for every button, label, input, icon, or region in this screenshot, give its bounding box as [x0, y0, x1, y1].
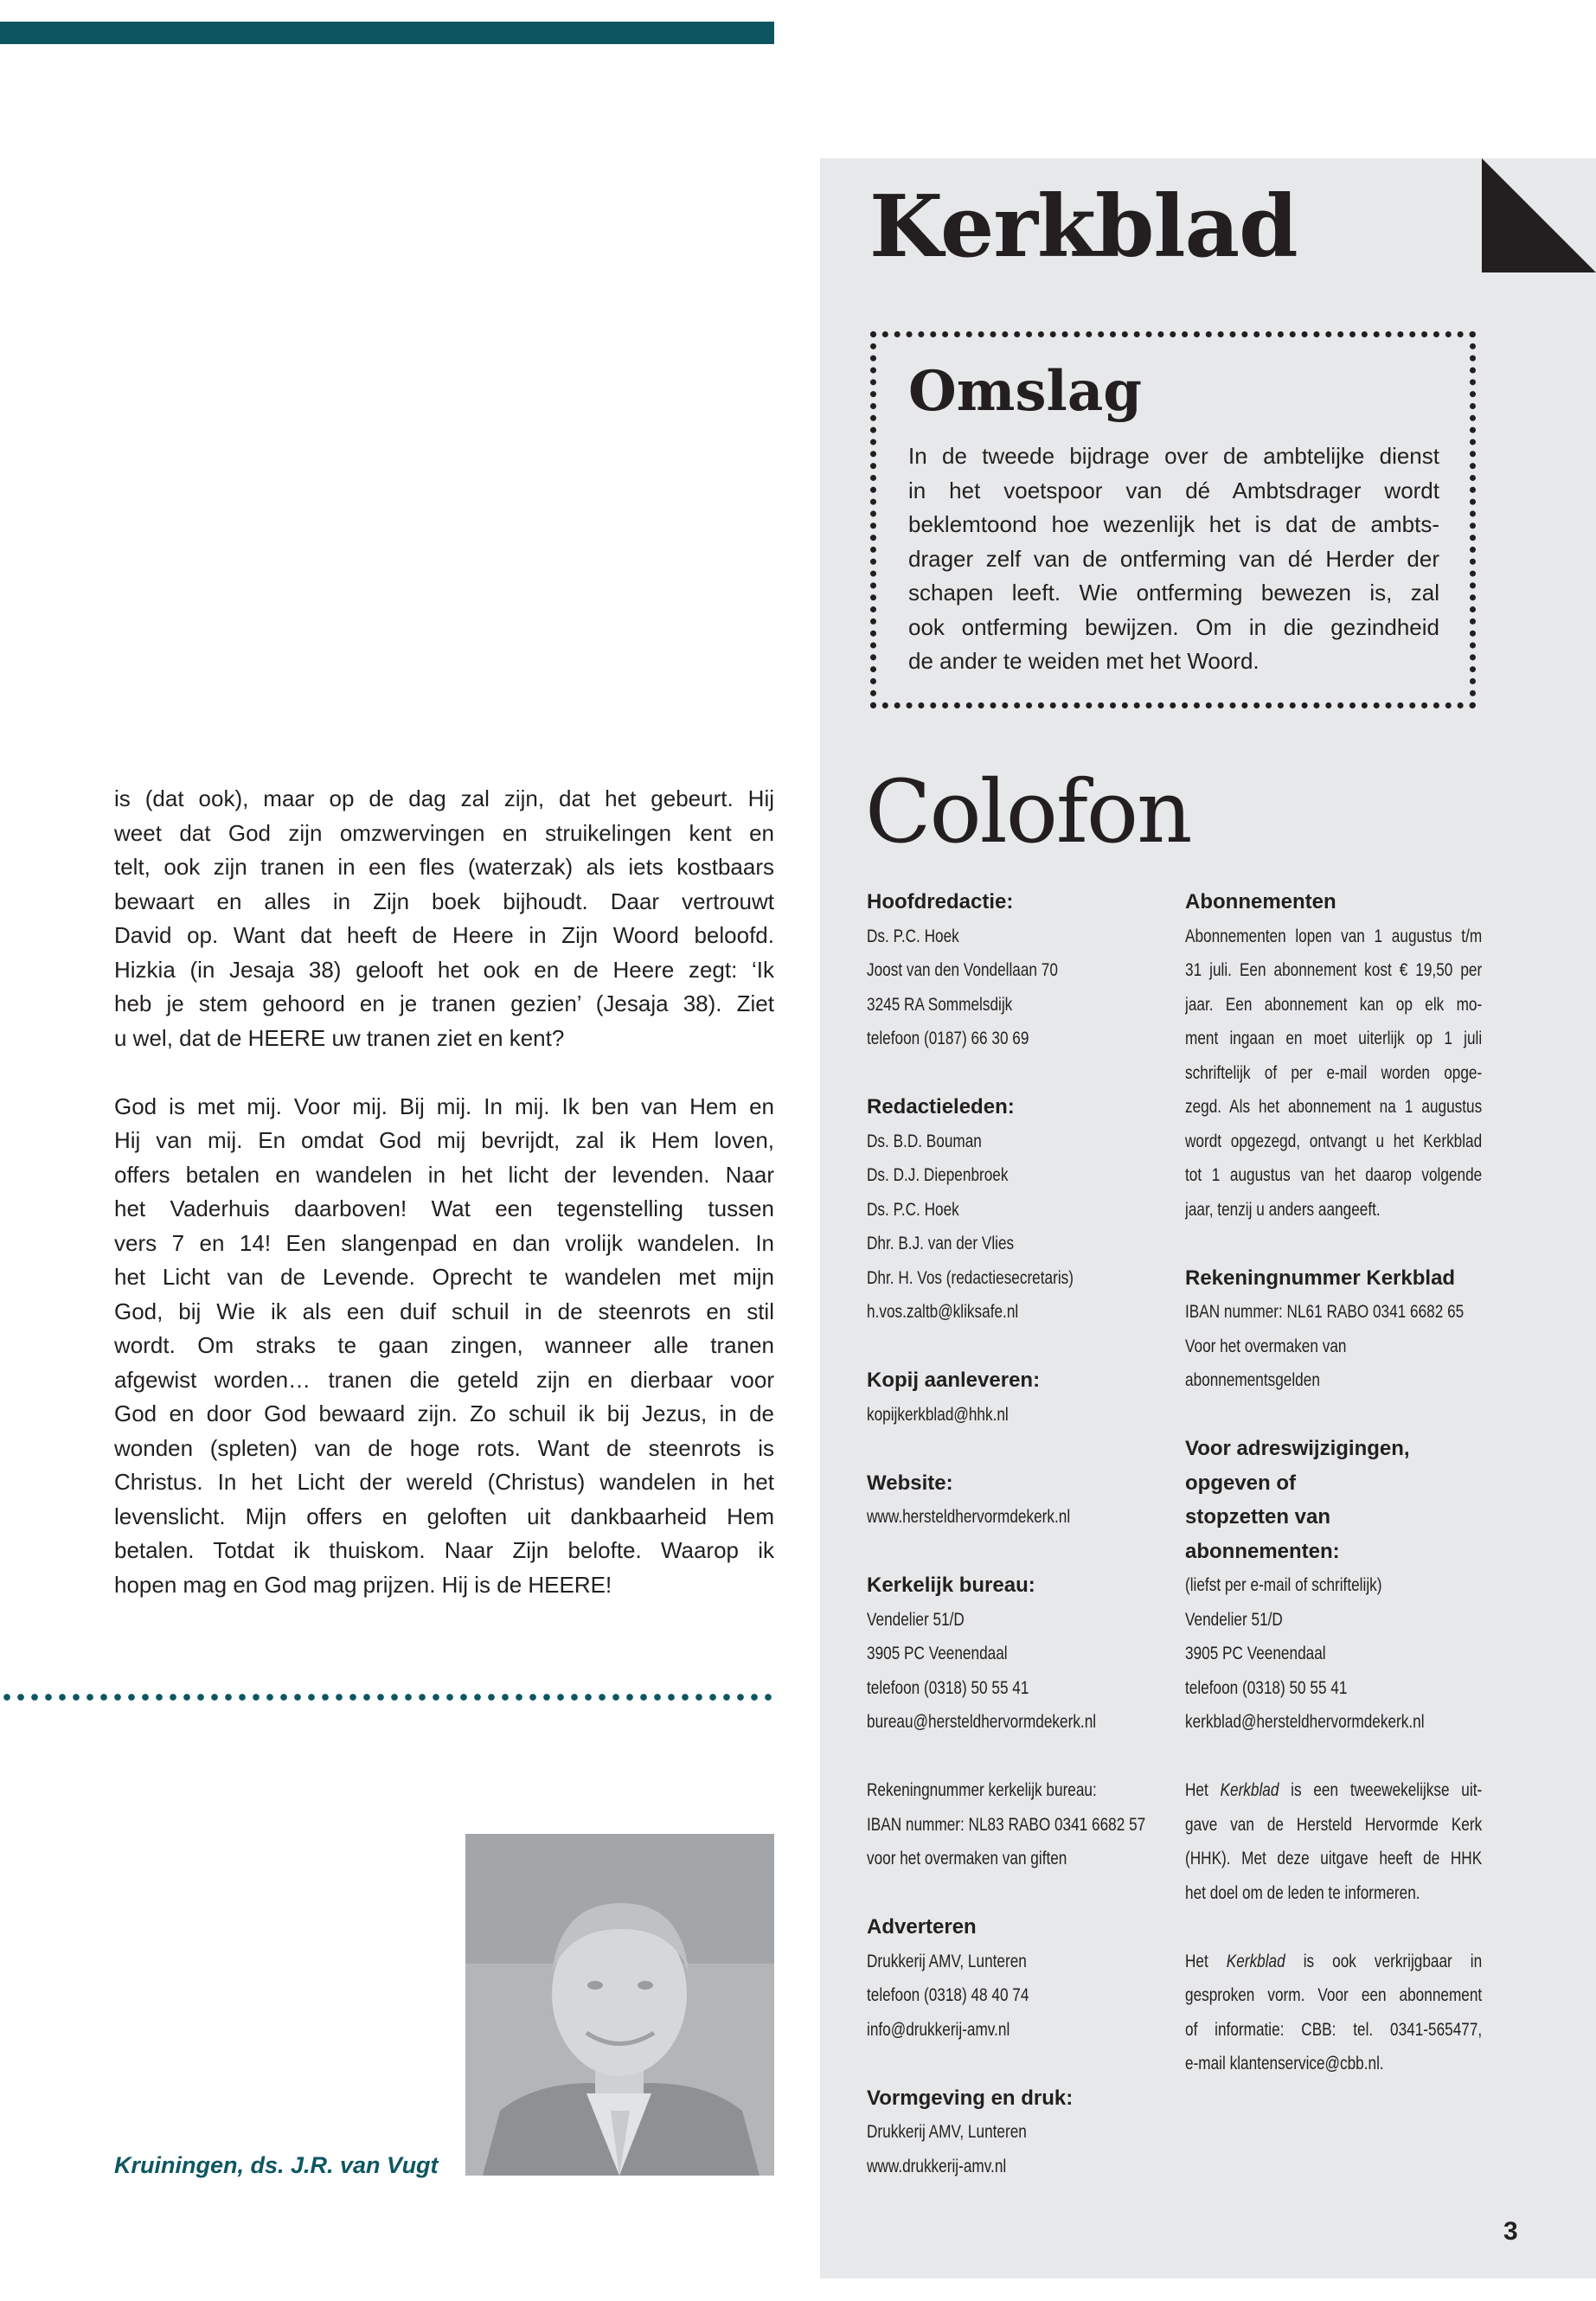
section-spacer: [867, 1056, 1163, 1091]
colofon-line: of informatie: CBB: tel. 0341-565477,: [1185, 2018, 1483, 2040]
omslag-line: ook ontferming bewijzen. Om in die gezindheid: [908, 613, 1439, 640]
article-line: David op. Want dat heeft de Heere in Zijn Woord beloofd.: [114, 922, 774, 948]
colofon-line: 3905 PC Veenendaal: [867, 1643, 1008, 1663]
section-spacer: [1185, 1740, 1482, 1774]
colofon-line: tot 1 augustus van het daarop volgende: [1185, 1164, 1483, 1185]
colofon-line: telefoon (0318) 50 55 41: [867, 1676, 1029, 1698]
article-line: u wel, dat de HEERE uw tranen ziet en kent?: [114, 1024, 565, 1051]
article-line: offers betalen en wandelen in het licht der levenden. Naar: [114, 1161, 774, 1188]
colofon-section-heading: Adverteren: [867, 1915, 977, 1939]
colofon-section-heading: Abonnementen: [1185, 890, 1336, 913]
article-line: het Licht van de Levende. Oprecht te wandelen met mijn: [114, 1264, 774, 1290]
article-line: telt, ook zijn tranen in een fles (waterzak) als iets kostbaars: [114, 854, 774, 880]
colofon-line: jaar, tenzij u anders aangeeft.: [1185, 1198, 1381, 1220]
colofon-line: Vendelier 51/D: [1185, 1608, 1283, 1630]
colofon-right-column: [1185, 885, 1482, 2081]
section-spacer: [1185, 1910, 1482, 1945]
colofon-line: wordt opgezegd, ontvangt u het Kerkblad: [1185, 1130, 1483, 1151]
article-line: Christus. In het Licht der wereld (Christus) wandelen in het: [114, 1469, 774, 1495]
colofon-line: telefoon (0187) 66 30 69: [867, 1028, 1029, 1048]
colofon-line: Dhr. H. Vos (redactiesecretaris): [867, 1266, 1074, 1288]
colofon-section-heading: Voor adreswijzigingen,: [1185, 1437, 1410, 1460]
colofon-line: Voor het overmaken van: [1185, 1335, 1347, 1356]
portrait-image: [465, 1834, 774, 2176]
text-span: is een tweewekelijkse uit-: [1279, 1779, 1483, 1800]
text-span: is ook verkrijgbaar in: [1285, 1950, 1483, 1971]
colofon-section-heading: Kopij aanleveren:: [867, 1368, 1041, 1392]
paragraph-spacer: [114, 1055, 774, 1090]
colofon-left-column: [867, 885, 1163, 2183]
colofon-line: IBAN nummer: NL61 RABO 0341 6682 65: [1185, 1301, 1465, 1322]
colofon-line: jaar. Een abonnement kan op elk mo-: [1185, 993, 1483, 1015]
colofon-line: kerkblad@hersteldhervormdekerk.nl: [1185, 1711, 1425, 1732]
page-number: 3: [1503, 2217, 1518, 2246]
article-line: is (dat ook), maar op de dag zal zijn, dat het gebeurt. Hij: [114, 785, 774, 811]
colofon-line: [1185, 1945, 1482, 1979]
page-title: Kerkblad: [869, 177, 1298, 277]
photo-caption: Kruiningen, ds. J.R. van Vugt: [114, 2152, 439, 2178]
colofon-section-heading: Kerkelijk bureau:: [867, 1574, 1035, 1597]
article-line: God is met mij. Voor mij. Bij mij. In mij. Ik ben van Hem en: [114, 1093, 774, 1119]
section-spacer: [1185, 1398, 1482, 1433]
omslag-line: beklemtoond hoe wezenlijk het is dat de ambts-: [908, 511, 1439, 537]
article-line: weet dat God zijn omzwervingen en struikelingen kent en: [114, 819, 774, 846]
colofon-line: schriftelijk of per e-mail worden opge-: [1185, 1061, 1483, 1083]
colofon-section-heading: abonnementen:: [1185, 1539, 1340, 1563]
article-line: betalen. Totdat ik thuiskom. Naar Zijn belofte. Waarop ik: [114, 1537, 774, 1563]
colofon-line: gesproken vorm. Voor een abonnement: [1185, 1984, 1483, 2005]
colofon-line: telefoon (0318) 48 40 74: [867, 1984, 1029, 2005]
dotted-divider: [0, 1692, 774, 1702]
omslag-line: de ander te weiden met het Woord.: [908, 648, 1259, 674]
omslag-text: [908, 439, 1439, 679]
colofon-line: Ds. D.J. Diepenbroek: [867, 1164, 1009, 1185]
colofon-line: het doel om de leden te informeren.: [1185, 1881, 1420, 1903]
article-line: afgewist worden… tranen die geteld zijn en dierbaar voor: [114, 1366, 774, 1393]
article-body: [114, 782, 774, 1602]
colofon-line: 3245 RA Sommelsdijk: [867, 993, 1013, 1015]
colofon-line: Dhr. B.J. van der Vlies: [867, 1233, 1015, 1253]
colofon-line: Ds. B.D. Bouman: [867, 1130, 982, 1151]
article-line: heb je stem gehoord en je tranen gezien’ (Jesaja 38). Ziet: [114, 990, 774, 1016]
colofon-line: info@drukkerij-amv.nl: [867, 2018, 1010, 2040]
article-line: bewaart en alles in Zijn boek bijhoudt. Daar vertrouwt: [114, 888, 774, 914]
text-span: Het: [1185, 1950, 1227, 1971]
colofon-line: kopijkerkblad@hhk.nl: [867, 1403, 1009, 1425]
colofon-line: [1185, 1773, 1482, 1808]
colofon-line: 31 juli. Een abonnement kost € 19,50 per: [1185, 959, 1483, 980]
section-spacer: [1185, 1227, 1482, 1261]
colofon-section-heading: stopzetten van: [1185, 1505, 1331, 1529]
article-line: Hij van mij. En omdat God mij bevrijdt, zal ik Hem loven,: [114, 1127, 774, 1153]
colofon-line: e-mail klantenservice@cbb.nl.: [1185, 2053, 1384, 2073]
colofon-line: Abonnementen lopen van 1 augustus t/m: [1185, 925, 1483, 946]
colofon-line: ment ingaan en moet uiterlijk op 1 juli: [1185, 1028, 1483, 1048]
portrait-photo: [465, 1834, 774, 2176]
section-spacer: [867, 1535, 1163, 1569]
colofon-line: 3905 PC Veenendaal: [1185, 1643, 1326, 1663]
article-line: Hizkia (in Jesaja 38) gelooft het ook en de Heere zegt: ‘Ik: [114, 956, 774, 983]
omslag-line: In de tweede bijdrage over de ambtelijke dienst: [908, 443, 1439, 469]
article-line: God en door God bewaard zijn. Zo schuil ik bij Jezus, in de: [114, 1400, 774, 1426]
colofon-heading: Colofon: [865, 761, 1191, 862]
colofon-line: (HHK). Met deze uitgave heeft de HHK: [1185, 1848, 1483, 1868]
colofon-line: zegd. Als het abonnement na 1 augustus: [1185, 1096, 1483, 1117]
text-span: Het: [1185, 1779, 1221, 1800]
colofon-section-heading: Redactieleden:: [867, 1095, 1015, 1118]
colofon-line: gave van de Hersteld Hervormde Kerk: [1185, 1813, 1483, 1835]
article-line: God, bij Wie ik als een duif schuil in de steenrots en stil: [114, 1298, 774, 1324]
article-line: het Vaderhuis daarboven! Wat een tegenstelling tussen: [114, 1195, 774, 1221]
omslag-heading: Omslag: [908, 359, 1143, 424]
colofon-line: www.hersteldhervormdekerk.nl: [867, 1506, 1071, 1527]
colofon-section-heading: Website:: [867, 1471, 953, 1495]
section-spacer: [867, 2047, 1163, 2081]
omslag-line: drager zelf van de ontferming van dé Herder der: [908, 545, 1439, 572]
article-line: vers 7 en 14! Een slangenpad en dan vrolijk wandelen. In: [114, 1229, 774, 1256]
colofon-line: Vendelier 51/D: [867, 1608, 965, 1630]
publication-name: Kerkblad: [1220, 1779, 1279, 1800]
colofon-line: Ds. P.C. Hoek: [867, 1198, 959, 1220]
section-spacer: [867, 1330, 1163, 1364]
colofon-line: Joost van den Vondellaan 70: [867, 959, 1058, 980]
article-line: wordt. Om straks te gaan zingen, wanneer alle tranen: [114, 1332, 774, 1358]
colofon-line: abonnementsgelden: [1185, 1369, 1320, 1390]
article-line: levenslicht. Mijn offers en geloften uit dankbaarheid Hem: [114, 1503, 774, 1529]
section-spacer: [867, 1740, 1163, 1774]
colofon-line: bureau@hersteldhervormdekerk.nl: [867, 1711, 1097, 1732]
article-line: hopen mag en God mag prijzen. Hij is de HEERE!: [114, 1571, 612, 1598]
colofon-line: voor het overmaken van giften: [867, 1848, 1067, 1868]
corner-triangle-icon: [1482, 158, 1596, 272]
colofon-line: telefoon (0318) 50 55 41: [1185, 1676, 1348, 1698]
colofon-section-heading: opgeven of: [1185, 1471, 1297, 1495]
section-spacer: [867, 1432, 1163, 1466]
colofon-section-heading: Hoofdredactie:: [867, 890, 1014, 913]
article-line: wonden (spleten) van de hoge rots. Want de steenrots is: [114, 1434, 774, 1461]
publication-name: Kerkblad: [1226, 1950, 1285, 1971]
colofon-line: Drukkerij AMV, Lunteren: [867, 1950, 1027, 1971]
colofon-line: Drukkerij AMV, Lunteren: [867, 2121, 1027, 2142]
section-spacer: [867, 1876, 1163, 1911]
omslag-line: in het voetspoor van dé Ambtsdrager wordt: [908, 477, 1439, 503]
colofon-section-heading: Rekeningnummer Kerkblad: [1185, 1266, 1456, 1290]
colofon-line: Ds. P.C. Hoek: [867, 925, 959, 946]
omslag-line: schapen leeft. Wie ontferming bewezen is, zal: [908, 580, 1439, 606]
colofon-section-heading: Vormgeving en druk:: [867, 2086, 1074, 2110]
colofon-line: www.drukkerij-amv.nl: [867, 2155, 1007, 2176]
colofon-line: Rekeningnummer kerkelijk bureau:: [867, 1779, 1097, 1800]
colofon-line: h.vos.zaltb@kliksafe.nl: [867, 1301, 1019, 1322]
colofon-line: IBAN nummer: NL83 RABO 0341 6682 57: [867, 1813, 1146, 1835]
top-accent-bar: [0, 22, 774, 44]
colofon-line: (liefst per e-mail of schriftelijk): [1185, 1574, 1382, 1595]
